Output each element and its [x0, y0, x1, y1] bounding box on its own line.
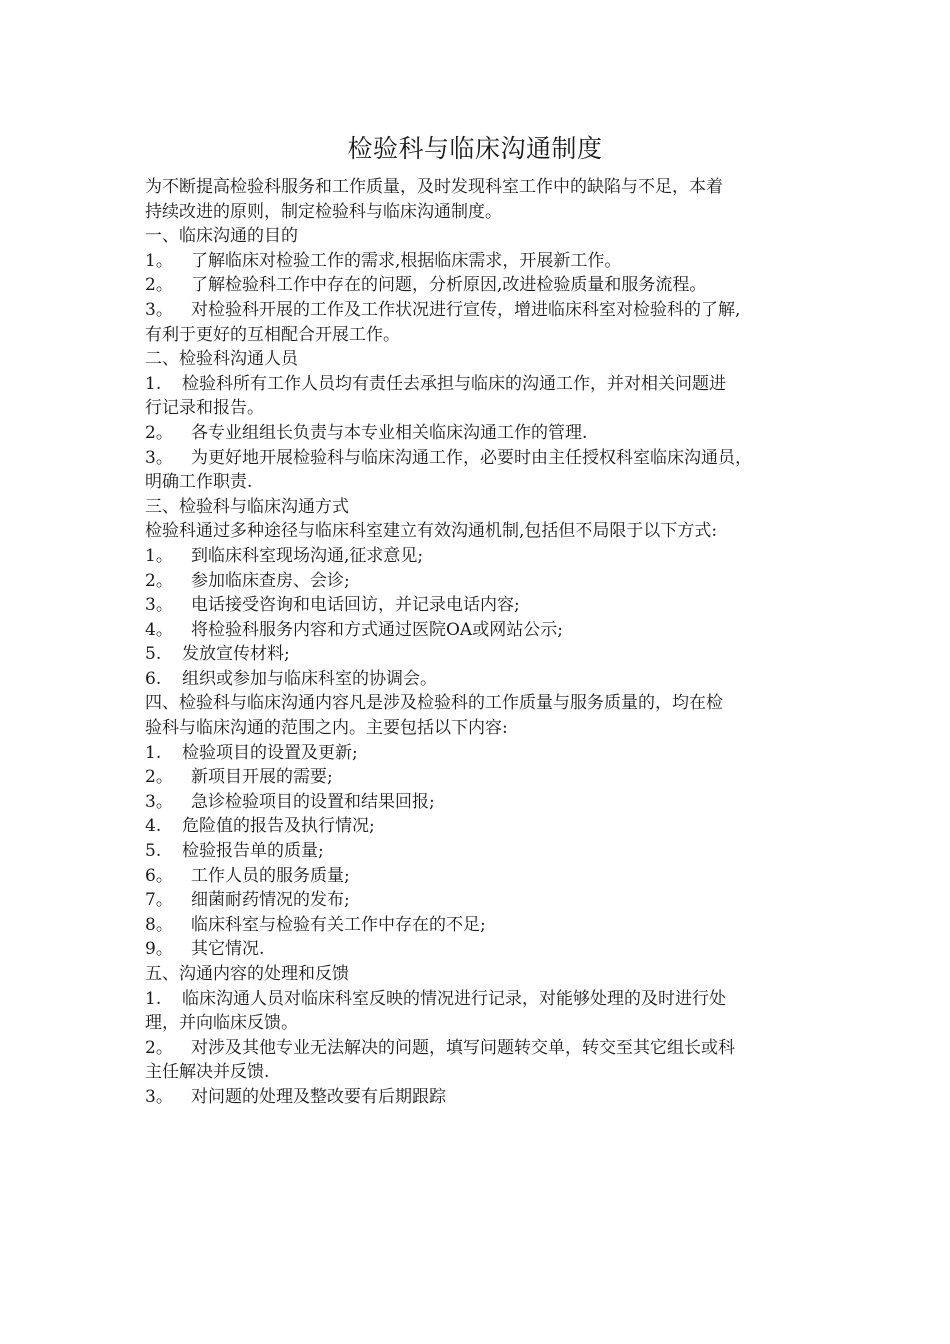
numbered-line [145, 569, 817, 594]
item-number: 1. [145, 373, 162, 394]
line-text: 了解临床对检验工作的需求,根据临床需求，开展新工作。 [191, 250, 622, 271]
item-number: 3。 [145, 299, 173, 320]
numbered-line [145, 446, 817, 471]
numbered-line [145, 1036, 817, 1061]
text-line [145, 396, 817, 421]
line-text: 对问题的处理及整改要有后期跟踪 [191, 1086, 446, 1107]
text-line [145, 175, 817, 200]
line-text: 各专业组组长负责与本专业相关临床沟通工作的管理. [191, 422, 588, 443]
line-text: 危险值的报告及执行情况; [182, 816, 375, 837]
numbered-line [145, 839, 817, 864]
item-number: 7。 [145, 890, 173, 911]
item-number: 3。 [145, 1086, 173, 1107]
line-text: 组织或参加与临床科室的协调会。 [182, 668, 437, 689]
text-line [145, 200, 817, 225]
line-text: 为不断提高检验科服务和工作质量，及时发现科室工作中的缺陷与不足，本着 [145, 177, 723, 197]
line-text: 持续改进的原则，制定检验科与临床沟通制度。 [145, 201, 502, 222]
text-line [145, 495, 817, 520]
text-line [145, 716, 817, 741]
text-line [145, 962, 817, 987]
line-text: 主任解决并反馈. [145, 1062, 270, 1083]
item-number: 6. [145, 668, 162, 689]
line-text: 新项目开展的需要; [191, 767, 333, 788]
line-text: 理，并向临床反馈。 [145, 1013, 298, 1034]
numbered-line [145, 642, 817, 667]
text-line [145, 224, 817, 249]
item-number: 6。 [145, 865, 173, 886]
item-number: 8。 [145, 914, 173, 935]
line-text: 对涉及其他专业无法解决的问题，填写问题转交单，转交至其它组长或科 [191, 1037, 735, 1058]
line-text: 明确工作职责. [145, 472, 253, 493]
line-text: 三、检验科与临床沟通方式 [145, 496, 349, 517]
line-text: 急诊检验项目的设置和结果回报; [191, 791, 435, 812]
document-body [145, 175, 817, 1110]
numbered-line [145, 987, 817, 1012]
line-text: 到临床科室现场沟通,征求意见; [191, 545, 424, 566]
numbered-line [145, 372, 817, 397]
item-number: 2。 [145, 570, 173, 591]
text-line [145, 347, 817, 372]
line-text: 对检验科开展的工作及工作状况进行宣传，增进临床科室对检验科的了解, [191, 299, 741, 320]
line-text: 五、沟通内容的处理和反馈 [145, 964, 349, 984]
text-line [145, 519, 817, 544]
text-line [145, 470, 817, 495]
text-line [145, 1060, 817, 1085]
line-text: 二、检验科沟通人员 [145, 349, 298, 370]
line-text: 四、检验科与临床沟通内容凡是涉及检验科的工作质量与服务质量的，均在检 [145, 693, 723, 714]
item-number: 1. [145, 742, 162, 763]
numbered-line [145, 298, 817, 323]
line-text: 临床科室与检验有关工作中存在的不足; [191, 914, 486, 935]
line-text: 细菌耐药情况的发布; [191, 890, 350, 911]
numbered-line [145, 249, 817, 274]
numbered-line [145, 913, 817, 938]
line-text: 其它情况. [191, 939, 265, 960]
text-line [145, 323, 817, 348]
line-text: 电话接受咨询和电话回访，并记录电话内容; [191, 595, 520, 616]
line-text: 临床沟通人员对临床科室反映的情况进行记录，对能够处理的及时进行处 [182, 988, 726, 1009]
text-line [145, 1011, 817, 1036]
numbered-line [145, 741, 817, 766]
item-number: 2。 [145, 275, 173, 296]
line-text: 为更好地开展检验科与临床沟通工作，必要时由主任授权科室临床沟通员， [191, 447, 752, 468]
line-text: 检验报告单的质量; [182, 841, 324, 862]
numbered-line [145, 814, 817, 839]
line-text: 了解检验科工作中存在的问题，分析原因,改进检验质量和服务流程。 [191, 275, 707, 296]
line-text: 将检验科服务内容和方式通过医院OA或网站公示; [191, 619, 563, 640]
document-title: 检验科与临床沟通制度 [347, 134, 603, 163]
item-number: 1。 [145, 250, 173, 271]
line-text: 检验项目的设置及更新; [182, 742, 358, 763]
item-number: 2。 [145, 1037, 173, 1058]
item-number: 9。 [145, 939, 173, 960]
numbered-line [145, 864, 817, 889]
line-text: 验科与临床沟通的范围之内。主要包括以下内容: [145, 718, 508, 739]
item-number: 5. [145, 841, 162, 862]
item-number: 4。 [145, 619, 173, 640]
line-text: 检验科所有工作人员均有责任去承担与临床的沟通工作，并对相关问题进 [182, 373, 726, 394]
line-text: 有利于更好的互相配合开展工作。 [145, 324, 400, 345]
line-text: 发放宣传材料; [182, 644, 290, 665]
line-text: 检验科通过多种途径与临床科室建立有效沟通机制,包括但不局限于以下方式: [145, 521, 718, 542]
numbered-line [145, 937, 817, 962]
item-number: 4. [145, 816, 162, 837]
numbered-line [145, 765, 817, 790]
item-number: 2。 [145, 767, 173, 788]
numbered-line [145, 618, 817, 643]
item-number: 2。 [145, 422, 173, 443]
text-line [145, 691, 817, 716]
numbered-line [145, 273, 817, 298]
item-number: 3。 [145, 791, 173, 812]
numbered-line [145, 667, 817, 692]
numbered-line [145, 421, 817, 446]
line-text: 一、临床沟通的目的 [145, 226, 298, 247]
item-number: 1。 [145, 545, 173, 566]
numbered-line [145, 593, 817, 618]
line-text: 工作人员的服务质量; [191, 865, 350, 886]
numbered-line [145, 1085, 817, 1110]
item-number: 3。 [145, 447, 173, 468]
line-text: 行记录和报告。 [145, 398, 264, 419]
item-number: 5. [145, 644, 162, 665]
item-number: 3。 [145, 595, 173, 616]
numbered-line [145, 790, 817, 815]
item-number: 1. [145, 988, 162, 1009]
numbered-line [145, 544, 817, 569]
line-text: 参加临床查房、会诊; [191, 570, 350, 591]
numbered-line [145, 888, 817, 913]
